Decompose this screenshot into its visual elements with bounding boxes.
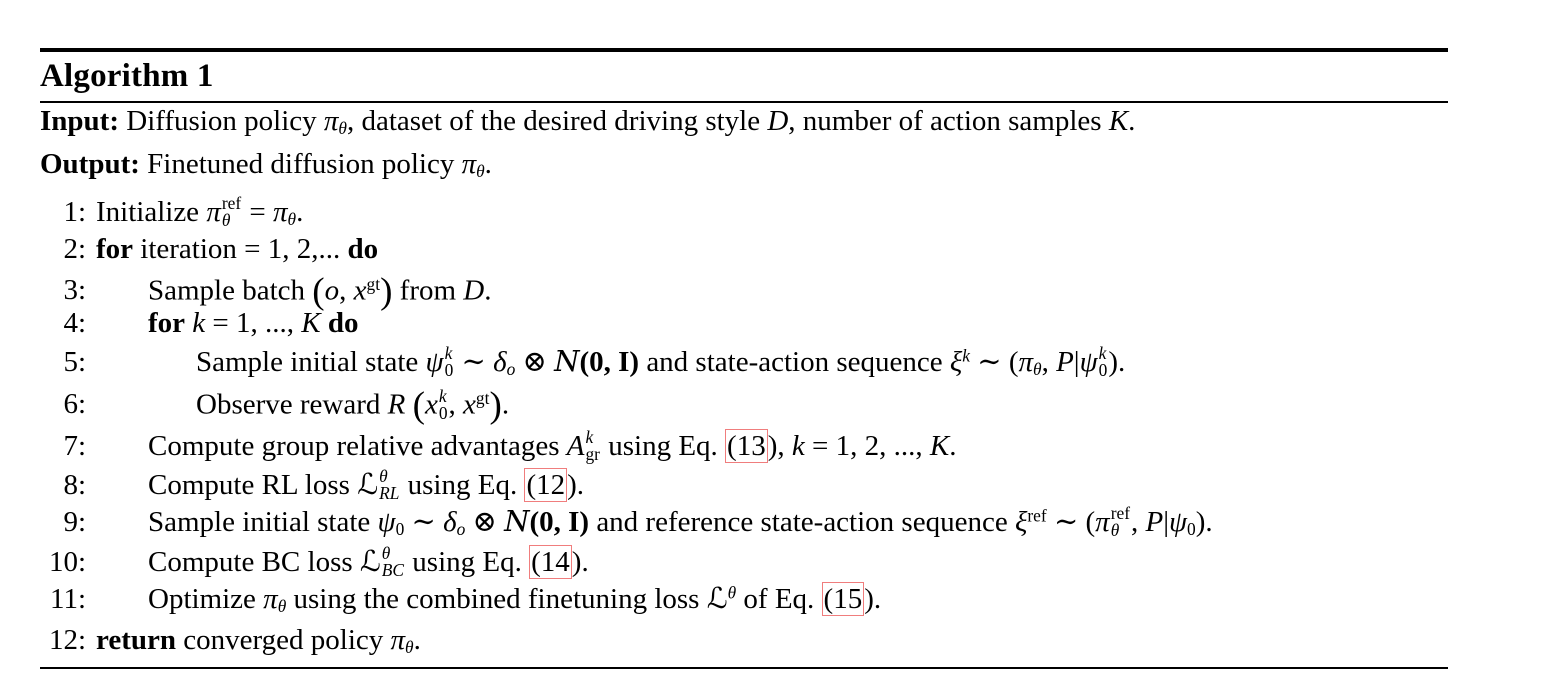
math-var: ξ — [1014, 505, 1028, 538]
text — [321, 307, 328, 339]
text: . — [413, 623, 421, 656]
math-subscript: RL — [379, 482, 400, 503]
keyword: do — [327, 306, 359, 339]
math-var: δ — [493, 345, 507, 378]
math-supsub — [1099, 345, 1108, 378]
math-var: P — [1145, 505, 1164, 538]
text: using Eq. — [405, 545, 530, 578]
math-var: A — [566, 429, 585, 462]
line-number: 6: — [63, 388, 86, 421]
math-script: N — [504, 503, 530, 538]
text: . — [576, 468, 585, 501]
eqref-link[interactable] — [529, 545, 581, 579]
math-var: D — [463, 274, 485, 307]
text: , number of action samples — [788, 105, 1109, 137]
text: , — [777, 429, 792, 462]
math-var: D — [767, 105, 789, 137]
eqref-number: (12 — [526, 468, 566, 501]
text: . — [501, 388, 510, 421]
io-label: Output: — [40, 147, 140, 180]
math-subscript: θ — [1033, 358, 1042, 379]
math-var: π — [1095, 505, 1110, 538]
math-superscript: gt — [366, 273, 381, 294]
line-number: 4: — [63, 306, 86, 339]
text: iteration = 1, 2,... — [133, 232, 348, 265]
math-supsub — [382, 545, 404, 578]
line-number: 12: — [48, 623, 86, 656]
math-superscript: θ — [727, 582, 737, 603]
text: converged policy — [176, 623, 391, 656]
line-number: 8: — [63, 468, 86, 501]
math-bold: (0, I) — [529, 505, 590, 538]
algo-line — [40, 624, 1448, 661]
math-var: k — [192, 306, 206, 339]
text: . — [484, 274, 492, 307]
text: , dataset of the desired driving style — [346, 105, 768, 137]
math-superscript: θ — [379, 466, 388, 487]
text: ⊗ — [515, 345, 555, 378]
keyword: for — [148, 306, 186, 339]
math-var: ψ — [377, 505, 396, 538]
math-superscript: ref — [1110, 503, 1130, 524]
math-var: K — [301, 306, 321, 339]
line-number: 3: — [63, 274, 86, 307]
math-var: ψ — [425, 345, 444, 378]
math-script: ℒ — [359, 543, 381, 578]
line-number: 5: — [63, 345, 86, 378]
algo-line — [40, 384, 1448, 426]
math-var: π — [273, 195, 288, 228]
math-var: ψ — [1079, 345, 1098, 378]
math-subscript: o — [506, 358, 516, 379]
text: Initialize — [96, 195, 207, 228]
math-subscript: θ — [277, 595, 287, 616]
text: | — [1163, 505, 1170, 538]
algorithm-title: Algorithm 1 — [40, 58, 214, 94]
math-subscript: θ — [1110, 519, 1120, 540]
text: ⊗ — [465, 505, 505, 538]
math-script: ℒ — [706, 580, 728, 615]
algo-line — [40, 467, 1448, 504]
line-number: 9: — [63, 505, 86, 538]
text: using Eq. — [400, 468, 525, 501]
text: Diffusion policy — [126, 105, 324, 137]
line-statement — [148, 427, 957, 465]
math-superscript: k — [1098, 343, 1107, 364]
math-superscript: θ — [381, 543, 391, 564]
text: Observe reward — [196, 388, 388, 421]
text: . — [484, 147, 492, 180]
algo-line — [40, 270, 1448, 312]
math-superscript: gt — [475, 387, 490, 408]
algorithm-block — [40, 48, 1448, 669]
eqref-number: (15 — [823, 582, 863, 615]
math-supsub — [585, 429, 600, 462]
line-number: 11: — [50, 582, 86, 615]
math-superscript: k — [438, 386, 447, 407]
algo-line — [40, 193, 1448, 233]
math-var: ξ — [949, 345, 963, 378]
line-statement — [96, 624, 421, 658]
math-superscript: k — [962, 345, 971, 366]
math-var: x — [463, 388, 476, 421]
math-var: δ — [443, 505, 457, 538]
eqref-close-paren: ) — [864, 582, 874, 615]
math-script: N — [554, 343, 580, 378]
line-number: 7: — [63, 429, 86, 462]
math-subscript: 0 — [1187, 518, 1196, 539]
math-supsub — [222, 195, 241, 228]
line-statement — [148, 467, 584, 504]
eqref-link[interactable] — [822, 582, 874, 616]
algo-line — [40, 427, 1448, 467]
algo-line — [40, 233, 1448, 270]
math-var: π — [323, 105, 339, 137]
text: = — [242, 195, 274, 228]
line-statement — [148, 504, 1213, 541]
math-var: K — [929, 429, 950, 462]
algo-line — [40, 344, 1448, 381]
eqref-close-paren: ) — [571, 545, 582, 578]
math-var: π — [206, 195, 221, 228]
math-var: π — [1018, 345, 1034, 378]
text: Sample initial state — [196, 345, 426, 378]
text: Sample batch — [148, 274, 313, 307]
math-subscript: 0 — [1098, 359, 1108, 380]
line-statement — [196, 384, 509, 427]
eqref-link[interactable] — [524, 468, 576, 502]
math-var: x — [353, 274, 367, 307]
eqref-link[interactable] — [725, 429, 777, 463]
keyword: do — [347, 232, 379, 265]
math-subscript: o — [456, 518, 466, 539]
line-statement — [96, 193, 304, 231]
eqref-close-paren: ) — [567, 468, 577, 501]
math-subscript: gr — [585, 443, 600, 464]
math-supsub — [1111, 505, 1130, 538]
io-section — [40, 103, 1448, 189]
math-supsub — [439, 388, 448, 421]
line-statement — [148, 581, 881, 617]
math-subscript: θ — [287, 208, 297, 229]
keyword: return — [96, 623, 177, 656]
math-subscript: 0 — [438, 402, 448, 423]
text: and state-action sequence — [639, 345, 950, 378]
line-statement — [196, 344, 1125, 381]
math-var: P — [1056, 345, 1074, 378]
line-statement — [148, 544, 589, 581]
eqref-number: (13 — [727, 429, 766, 462]
text: = 1, 2, ..., — [804, 429, 930, 462]
math-supsub — [445, 345, 454, 378]
line-statement — [96, 233, 378, 266]
text: and reference state-action sequence — [589, 505, 1015, 538]
math-var: k — [791, 429, 805, 462]
text: Compute group relative advantages — [148, 429, 567, 462]
math-subscript: θ — [221, 209, 231, 230]
math-subscript: θ — [338, 117, 347, 138]
bottom-rule — [40, 667, 1448, 669]
math-subscript: θ — [405, 636, 414, 657]
math-subscript: 0 — [444, 359, 454, 380]
io-label: Input: — [40, 105, 119, 137]
math-superscript: k — [585, 427, 594, 448]
math-var: π — [390, 623, 406, 656]
text: ∼ ( — [970, 345, 1019, 378]
line-number: 1: — [63, 195, 86, 228]
text: Sample initial state — [148, 505, 378, 538]
algorithm-steps — [40, 193, 1448, 661]
big-paren: ( — [312, 270, 325, 312]
math-superscript: k — [444, 343, 453, 364]
math-var: π — [263, 582, 278, 615]
math-bold: (0, I) — [579, 345, 640, 378]
text: using the combined finetuning loss — [286, 582, 707, 615]
keyword: for — [96, 232, 134, 265]
text: ). — [1108, 345, 1126, 378]
text: using Eq. — [600, 429, 726, 462]
text: . — [949, 429, 957, 462]
math-var: K — [1108, 105, 1129, 137]
text: Finetuned diffusion policy — [147, 147, 462, 180]
text: Compute BC loss — [148, 545, 360, 578]
text — [405, 388, 412, 420]
text: = 1, ..., — [205, 306, 302, 339]
text: Compute RL loss — [148, 468, 358, 501]
math-script: ℒ — [357, 466, 379, 501]
math-var: o — [324, 274, 340, 307]
output-line — [40, 146, 1448, 189]
text: , — [339, 274, 354, 307]
text: . — [1128, 105, 1136, 137]
text: . — [873, 582, 882, 615]
math-subscript: BC — [381, 559, 405, 580]
math-var: π — [461, 147, 477, 180]
text: | — [1073, 345, 1080, 378]
text: from — [392, 274, 464, 307]
algo-line — [40, 307, 1448, 344]
input-line — [40, 103, 1448, 146]
eqref-close-paren: ) — [767, 429, 778, 462]
text: ∼ — [454, 345, 494, 378]
math-superscript: ref — [1027, 505, 1047, 526]
text: ). — [1195, 505, 1213, 538]
big-paren: ( — [412, 384, 425, 426]
line-number: 10: — [48, 545, 86, 578]
math-supsub — [379, 468, 399, 501]
algo-line — [40, 544, 1448, 581]
text: . — [581, 545, 589, 578]
text: Optimize — [148, 582, 264, 615]
text: ∼ — [404, 505, 444, 538]
text: of Eq. — [736, 582, 822, 615]
text: , — [1041, 345, 1057, 378]
big-paren: ) — [380, 270, 393, 312]
math-superscript: ref — [221, 193, 242, 214]
math-subscript: θ — [476, 160, 485, 181]
math-var: x — [424, 388, 438, 421]
text: . — [296, 195, 304, 228]
math-var: ψ — [1169, 505, 1188, 538]
line-statement — [148, 307, 359, 340]
math-subscript: 0 — [395, 518, 405, 539]
text: , — [448, 388, 464, 421]
algo-line — [40, 504, 1448, 541]
algo-line — [40, 581, 1448, 618]
big-paren: ) — [489, 384, 502, 426]
text: ∼ ( — [1046, 505, 1096, 538]
line-number: 2: — [63, 232, 86, 265]
math-var: R — [387, 388, 406, 421]
text: , — [1131, 505, 1146, 538]
eqref-number: (14 — [531, 545, 570, 578]
